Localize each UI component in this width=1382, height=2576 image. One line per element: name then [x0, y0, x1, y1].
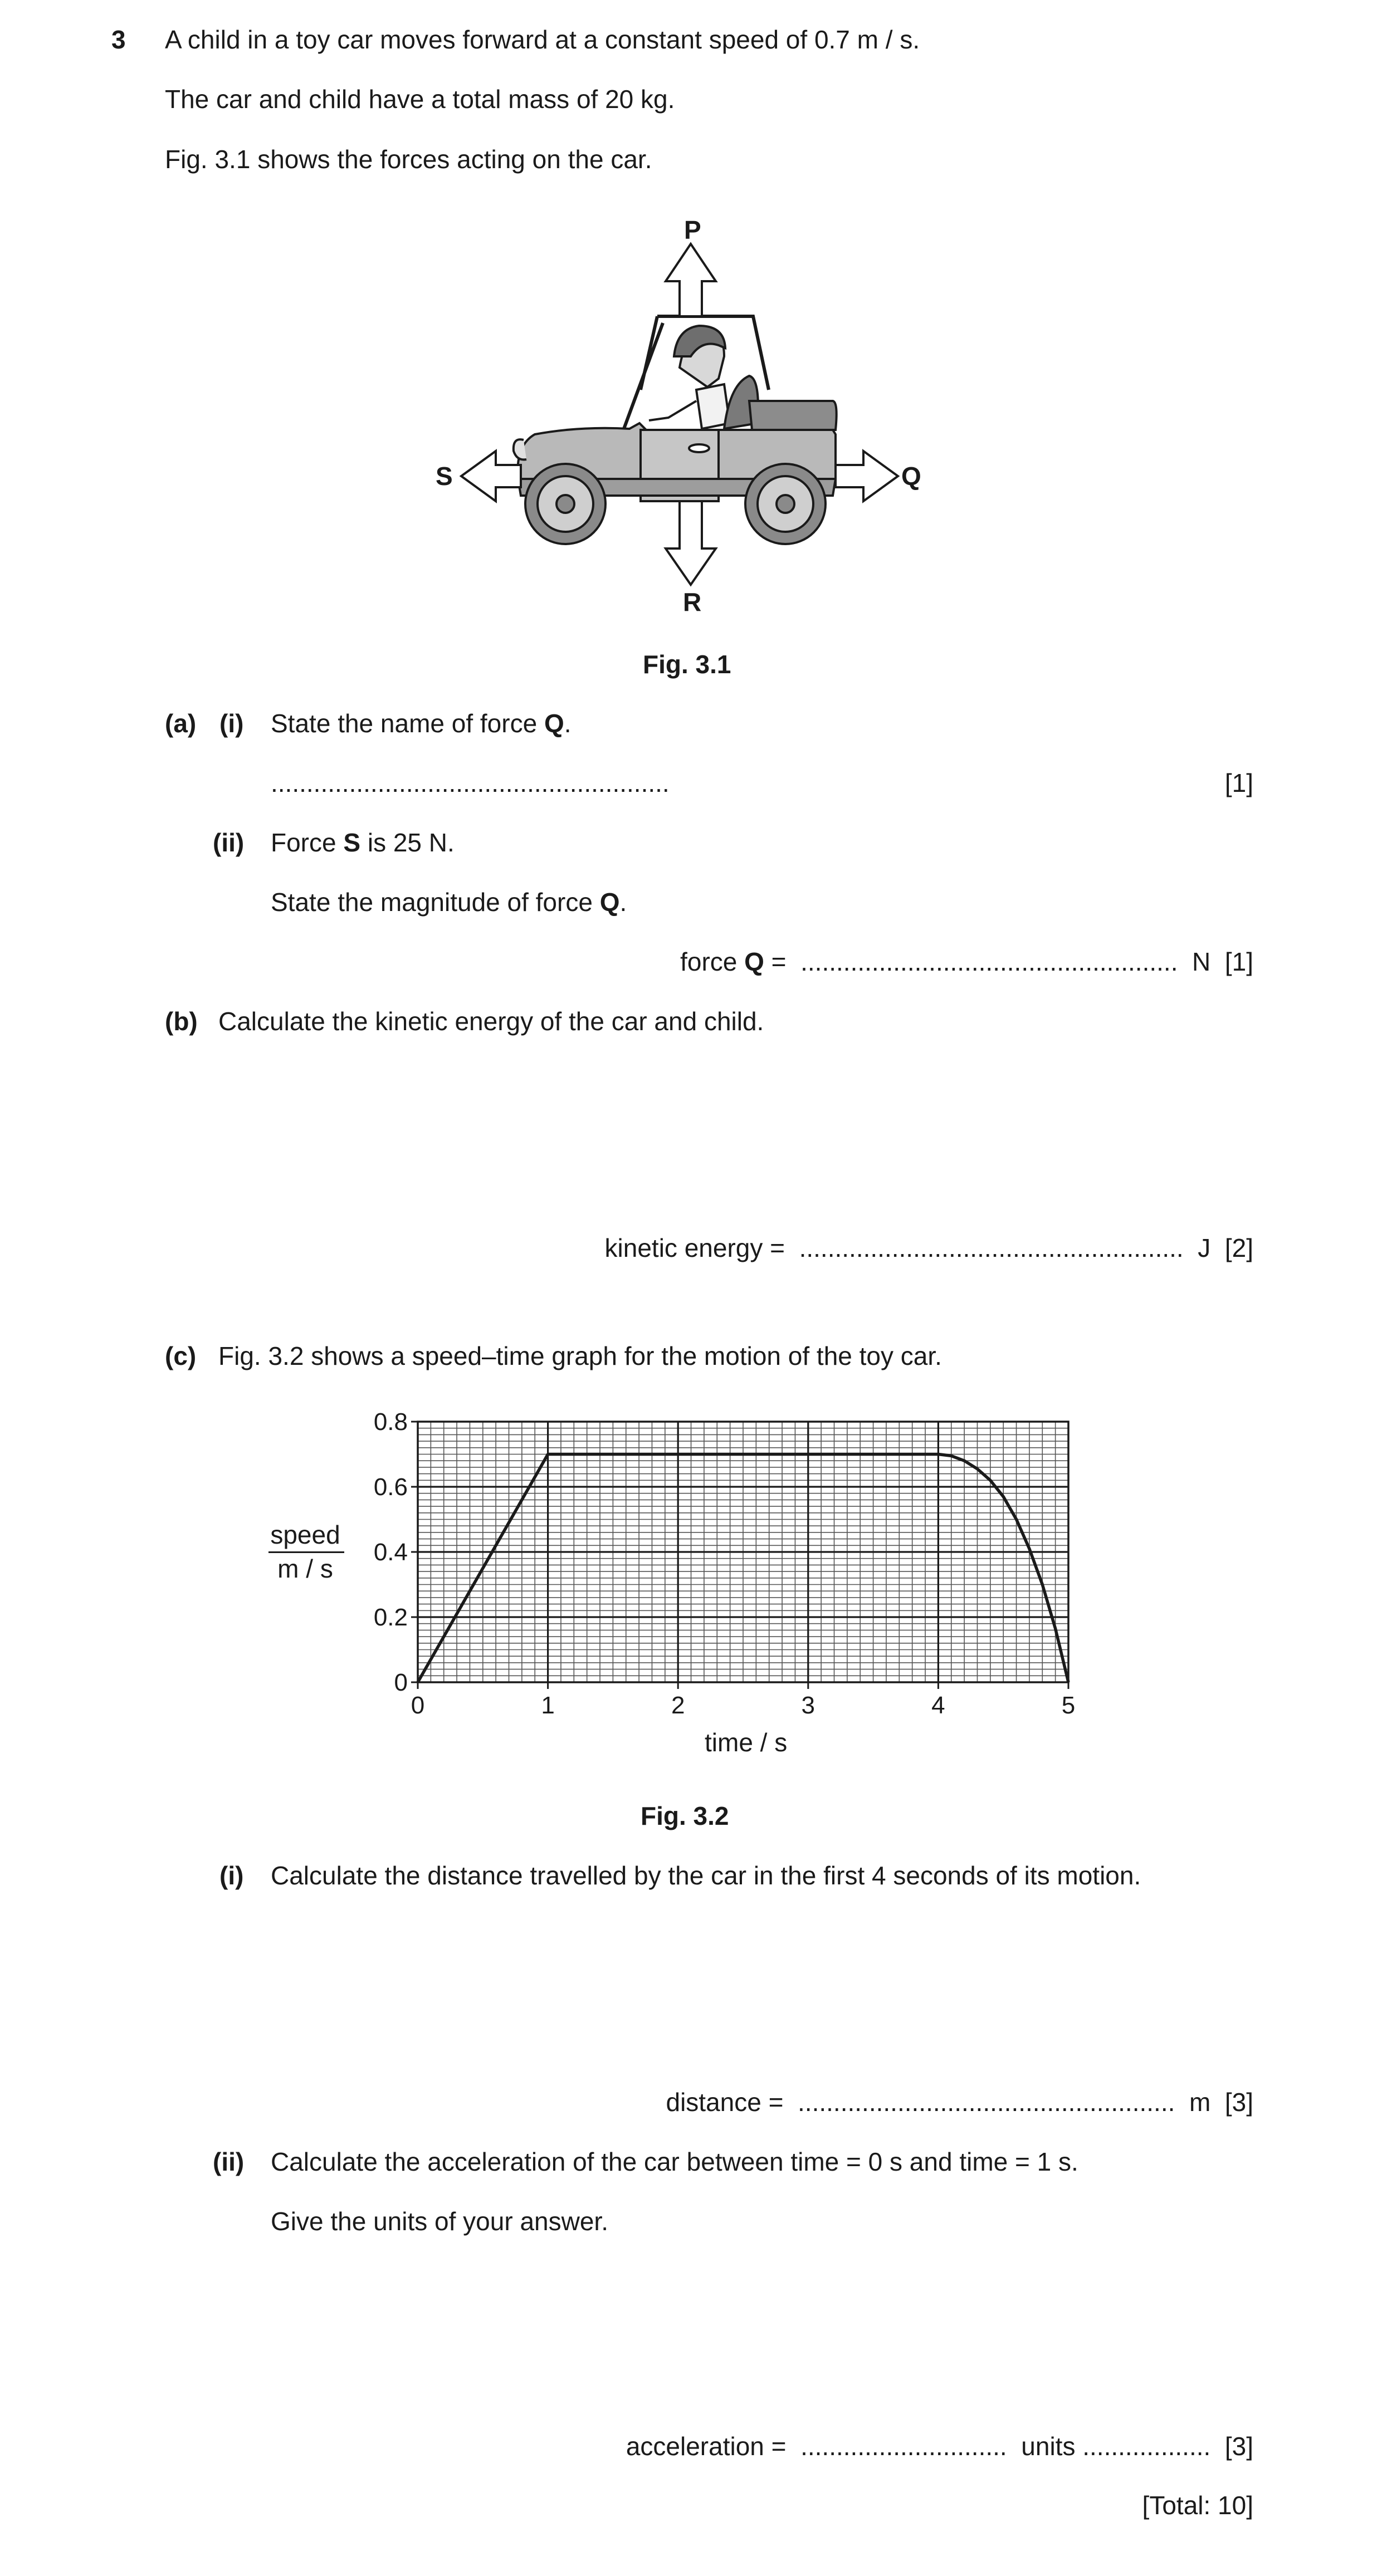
part-c-label: (c)	[165, 1341, 197, 1370]
force-label-s: S	[436, 462, 453, 491]
y-tick-label: 0.6	[373, 1473, 408, 1501]
part-b-question: Calculate the kinetic energy of the car and child.	[218, 1007, 764, 1036]
part-c-ii-answer[interactable]: acceleration = ............................. units .................. [3]	[626, 2432, 1253, 2461]
intro-line-3: Fig. 3.1 shows the forces acting on the car.	[165, 145, 652, 174]
part-c-ii-label: (ii)	[213, 2147, 245, 2176]
part-a-ii-line-2: State the magnitude of force Q.	[271, 888, 627, 917]
x-tick-label: 3	[801, 1692, 815, 1719]
y-tick-label: 0.4	[373, 1539, 408, 1566]
part-a-label: (a)	[165, 709, 197, 738]
part-a-ii-label: (ii)	[213, 828, 245, 857]
x-tick-label: 5	[1061, 1692, 1076, 1719]
y-tick-label: 0.8	[373, 1408, 408, 1436]
part-c-i-answer[interactable]: distance = ..................................................... m [3]	[666, 2088, 1253, 2117]
part-c-intro: Fig. 3.2 shows a speed–time graph for the motion of the toy car.	[218, 1341, 942, 1370]
fig31-caption: Fig. 3.1	[643, 650, 731, 679]
x-tick-label: 2	[671, 1692, 685, 1719]
part-b-answer[interactable]: kinetic energy = ...................................................... J [2]	[604, 1233, 1253, 1262]
x-axis-label: time / s	[705, 1728, 788, 1757]
part-c-ii-line-2: Give the units of your answer.	[271, 2207, 608, 2236]
force-label-r: R	[683, 587, 702, 616]
part-a-ii-line-1: Force S is 25 N.	[271, 828, 455, 857]
intro-line-2: The car and child have a total mass of 20 kg.	[165, 85, 675, 114]
question-number: 3	[111, 25, 126, 54]
y-tick-label: 0	[394, 1669, 408, 1696]
part-c-i-label: (i)	[219, 1861, 244, 1890]
part-a-ii-answer[interactable]: force Q = ..................................................... N [1]	[680, 947, 1253, 976]
part-c-ii-line-1: Calculate the acceleration of the car between time = 0 s and time = 1 s.	[271, 2147, 1078, 2176]
part-c-i-question: Calculate the distance travelled by the car in the first 4 seconds of its motion.	[271, 1861, 1141, 1890]
total-marks: [Total: 10]	[1142, 2491, 1253, 2520]
y-axis-label-speed: speed	[270, 1520, 340, 1549]
y-tick-label: 0.2	[373, 1604, 408, 1631]
y-axis-label-divider	[268, 1551, 344, 1553]
force-label-q: Q	[901, 462, 921, 491]
x-tick-label: 1	[541, 1692, 555, 1719]
intro-line-1: A child in a toy car moves forward at a constant speed of 0.7 m / s.	[165, 25, 920, 54]
x-tick-label: 0	[411, 1692, 425, 1719]
part-a-i-marks: [1]	[1224, 768, 1253, 797]
part-a-i-answer-line[interactable]: ........................................................	[271, 768, 670, 797]
y-axis-label-unit: m / s	[277, 1554, 333, 1583]
part-b-label: (b)	[165, 1007, 198, 1036]
x-tick-label: 4	[931, 1692, 945, 1719]
part-a-i-label: (i)	[219, 709, 244, 738]
fig32-caption: Fig. 3.2	[641, 1801, 729, 1830]
force-label-p: P	[684, 216, 701, 244]
part-a-i-question: State the name of force Q.	[271, 709, 572, 738]
